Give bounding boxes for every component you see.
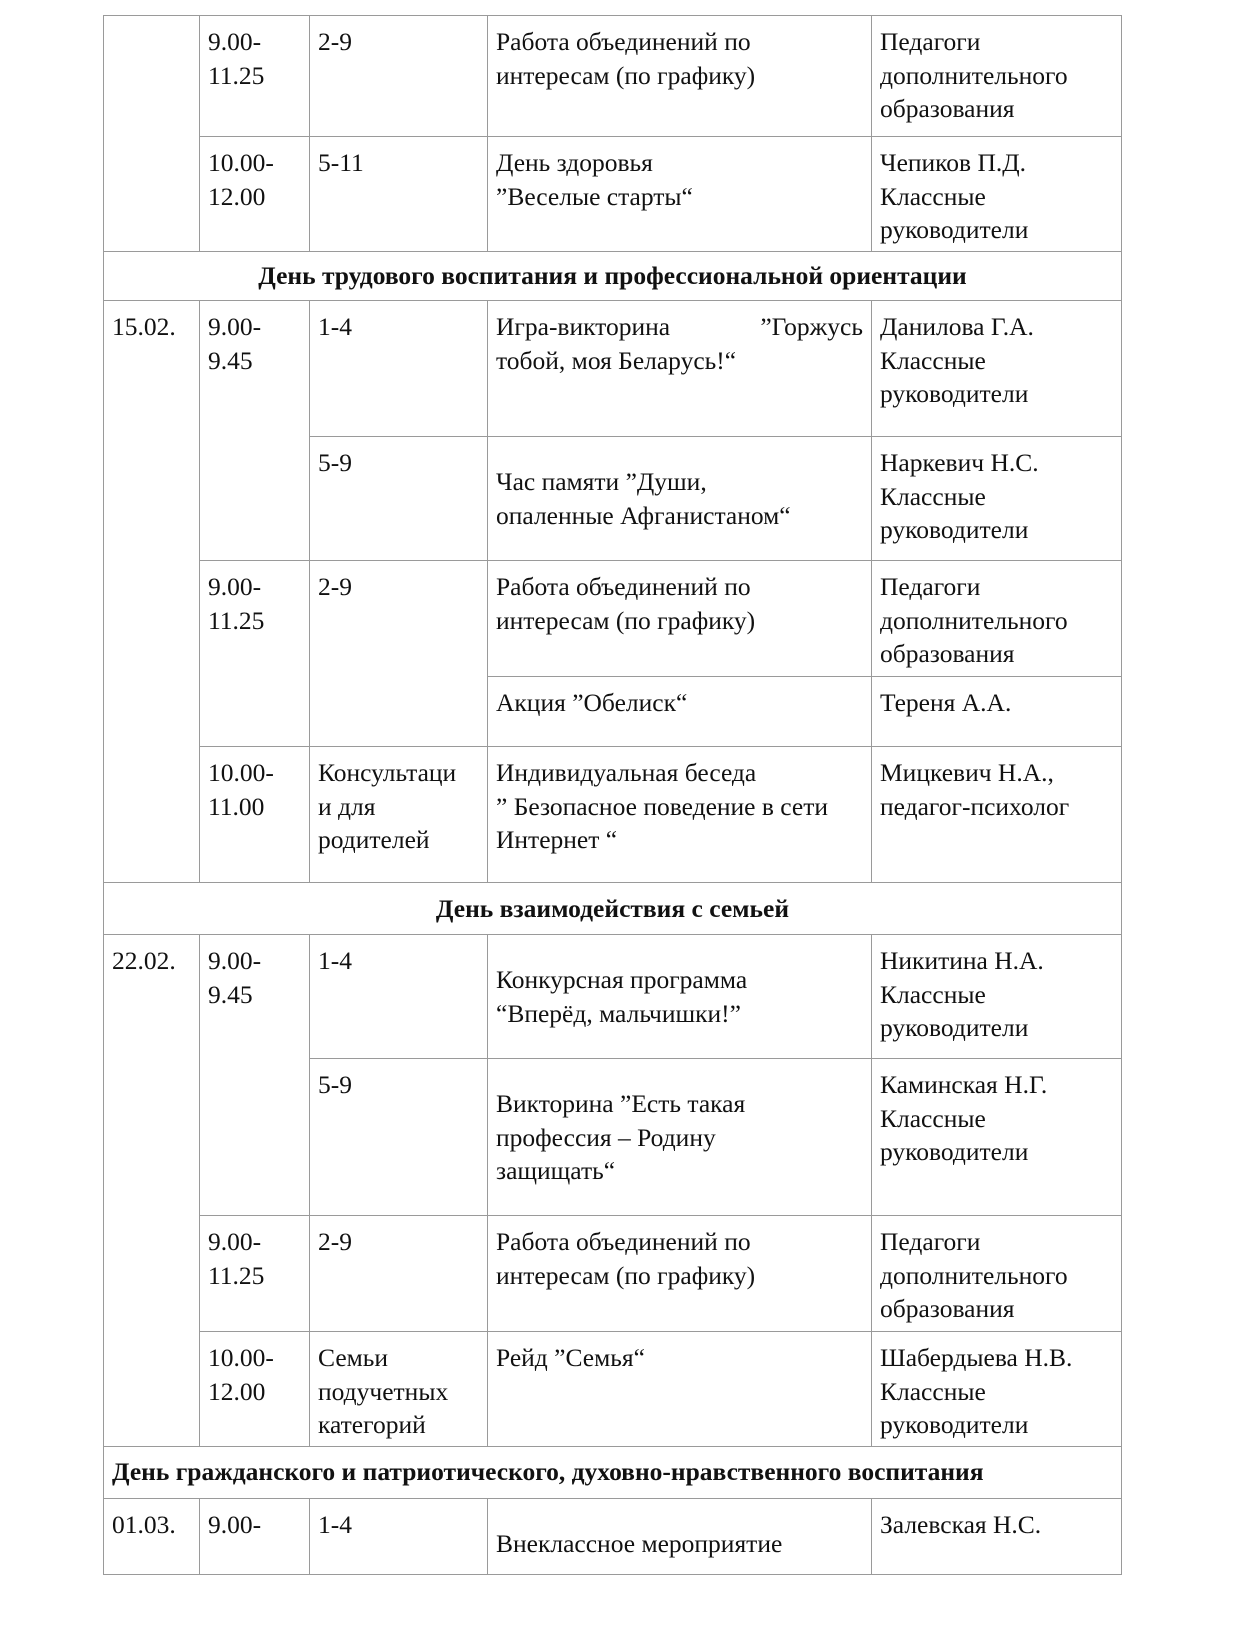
grade-cell: 5-11 xyxy=(310,137,488,252)
event-cell: Акция ”Обелиск“ xyxy=(488,677,872,747)
section-heading: День гражданского и патриотического, духовно-нравственного воспитания xyxy=(104,1446,1122,1498)
time-cell: 9.00- 9.45 xyxy=(200,935,310,1216)
table-row xyxy=(104,137,1122,252)
grade-cell: 2-9 xyxy=(310,1216,488,1332)
table-row xyxy=(104,935,1122,1059)
grade-cell: 1-4 xyxy=(310,935,488,1059)
responsible-cell: Тереня А.А. xyxy=(872,677,1122,747)
section-heading: День взаимодействия с семьей xyxy=(104,883,1122,935)
time-cell: 9.00- 11.25 xyxy=(200,16,310,137)
date-cell: 22.02. xyxy=(104,935,200,1447)
table-row xyxy=(104,561,1122,677)
event-cell: Час памяти ”Души, опаленные Афганистаном“ xyxy=(488,437,872,561)
time-cell: 9.00- xyxy=(200,1498,310,1574)
responsible-cell: Педагоги дополнительного образования xyxy=(872,16,1122,137)
date-cell: 01.03. xyxy=(104,1498,200,1574)
grade-cell: Семьи подучетных категорий xyxy=(310,1332,488,1447)
event-cell: Рейд ”Семья“ xyxy=(488,1332,872,1447)
grade-cell: 5-9 xyxy=(310,1059,488,1216)
event-cell: Игра-викторина ”Горжусь тобой, моя Беларусь!“ xyxy=(488,301,872,437)
grade-cell: 1-4 xyxy=(310,301,488,437)
event-cell: Конкурсная программа “Вперёд, мальчишки!” xyxy=(488,935,872,1059)
grade-cell: 2-9 xyxy=(310,16,488,137)
responsible-cell: Чепиков П.Д. Классные руководители xyxy=(872,137,1122,252)
table-row xyxy=(104,1332,1122,1447)
responsible-cell: Каминская Н.Г. Классные руководители xyxy=(872,1059,1122,1216)
section-heading: День трудового воспитания и профессиональной ориентации xyxy=(104,252,1122,301)
responsible-cell: Педагоги дополнительного образования xyxy=(872,561,1122,677)
section-row xyxy=(104,252,1122,301)
time-cell: 9.00- 11.25 xyxy=(200,1216,310,1332)
grade-cell: 2-9 xyxy=(310,561,488,747)
time-cell: 10.00- 12.00 xyxy=(200,137,310,252)
time-cell: 9.00- 11.25 xyxy=(200,561,310,747)
schedule-table xyxy=(103,15,1122,1575)
table-row xyxy=(104,301,1122,437)
event-cell: Работа объединений по интересам (по графику) xyxy=(488,561,872,677)
grade-cell: 5-9 xyxy=(310,437,488,561)
event-cell: Работа объединений по интересам (по графику) xyxy=(488,16,872,137)
section-row xyxy=(104,1446,1122,1498)
event-cell: Внеклассное мероприятие xyxy=(488,1498,872,1574)
responsible-cell: Данилова Г.А. Классные руководители xyxy=(872,301,1122,437)
table-row xyxy=(104,16,1122,137)
date-cell xyxy=(104,16,200,252)
table-row xyxy=(104,1216,1122,1332)
event-cell: День здоровья ”Веселые старты“ xyxy=(488,137,872,252)
responsible-cell: Шабердыева Н.В. Классные руководители xyxy=(872,1332,1122,1447)
event-cell: Викторина ”Есть такая профессия – Родину защищать“ xyxy=(488,1059,872,1216)
time-cell: 10.00- 11.00 xyxy=(200,747,310,883)
responsible-cell: Залевская Н.С. xyxy=(872,1498,1122,1574)
date-cell: 15.02. xyxy=(104,301,200,883)
grade-cell: 1-4 xyxy=(310,1498,488,1574)
time-cell: 10.00- 12.00 xyxy=(200,1332,310,1447)
table-row xyxy=(104,747,1122,883)
responsible-cell: Педагоги дополнительного образования xyxy=(872,1216,1122,1332)
time-cell: 9.00- 9.45 xyxy=(200,301,310,561)
responsible-cell: Наркевич Н.С. Классные руководители xyxy=(872,437,1122,561)
grade-cell: Консультаци и для родителей xyxy=(310,747,488,883)
responsible-cell: Мицкевич Н.А., педагог-психолог xyxy=(872,747,1122,883)
event-cell: Индивидуальная беседа ” Безопасное поведение в сети Интернет “ xyxy=(488,747,872,883)
responsible-cell: Никитина Н.А. Классные руководители xyxy=(872,935,1122,1059)
table-row xyxy=(104,1498,1122,1574)
section-row xyxy=(104,883,1122,935)
event-cell: Работа объединений по интересам (по графику) xyxy=(488,1216,872,1332)
